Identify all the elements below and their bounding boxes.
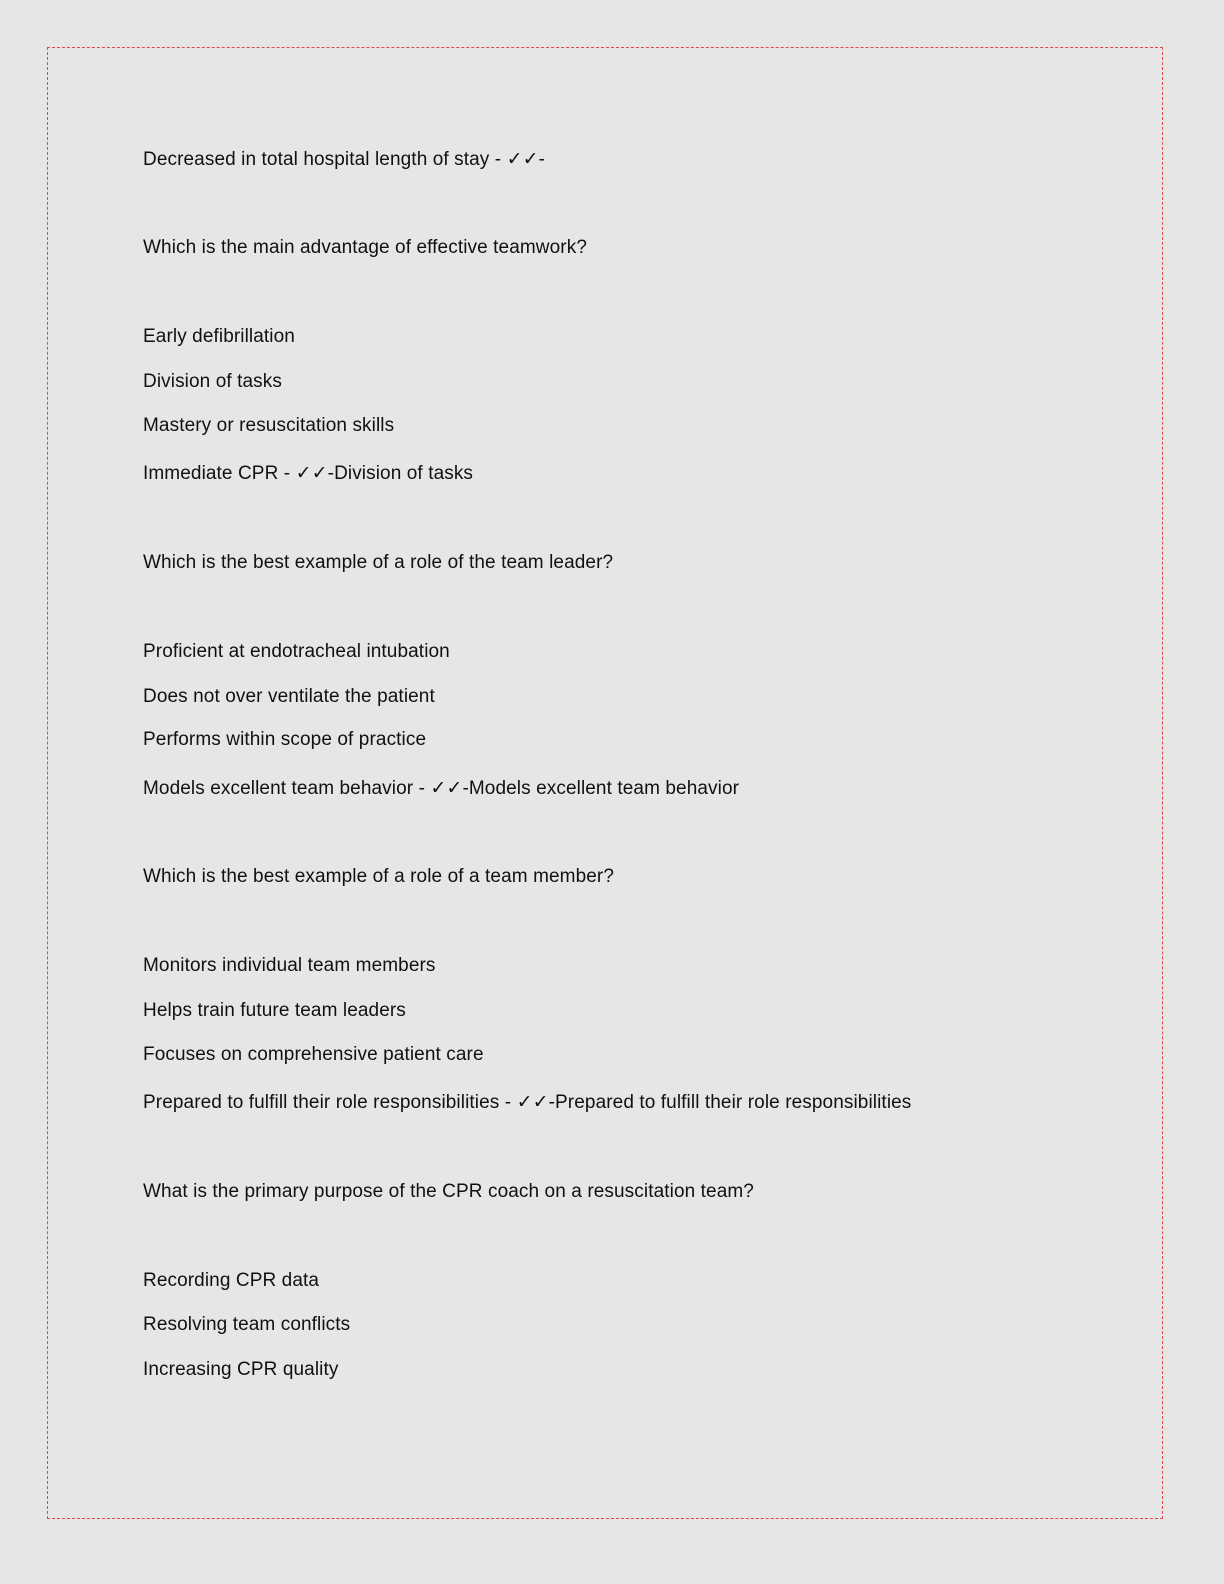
option-text: Recording CPR data (143, 1270, 320, 1291)
checkmark-icon: ✓✓ (516, 1091, 549, 1113)
option-text: Helps train future team leaders (143, 1000, 406, 1021)
option-text: Monitors individual team members (143, 955, 436, 976)
question-text: Which is the main advantage of effective teamwork? (143, 237, 587, 258)
option-text: Proficient at endotracheal intubation (143, 641, 450, 662)
question-text: Which is the best example of a role of a team member? (143, 866, 615, 887)
answer-line: Prepared to fulfill their role responsibilities - ✓✓-Prepared to fulfill their role responsibilities (143, 1091, 912, 1113)
option-text: Performs within scope of practice (143, 729, 427, 750)
option-text: Resolving team conflicts (143, 1314, 351, 1335)
option-text: Mastery or resuscitation skills (143, 415, 395, 436)
checkmark-icon: ✓✓ (295, 462, 328, 484)
option-text: Early defibrillation (143, 326, 295, 347)
option-text: Focuses on comprehensive patient care (143, 1044, 484, 1065)
question-text: What is the primary purpose of the CPR coach on a resuscitation team? (143, 1181, 754, 1202)
option-text: Division of tasks (143, 371, 282, 392)
answer-line: Immediate CPR - ✓✓-Division of tasks (143, 462, 474, 484)
checkmark-icon: ✓✓ (506, 148, 539, 170)
option-text: Increasing CPR quality (143, 1359, 339, 1380)
question-text: Which is the best example of a role of the team leader? (143, 552, 614, 573)
answer-line: Models excellent team behavior - ✓✓-Models excellent team behavior (143, 777, 740, 799)
option-text: Does not over ventilate the patient (143, 686, 435, 707)
checkmark-icon: ✓✓ (430, 777, 463, 799)
answer-line: Decreased in total hospital length of stay - ✓✓- (143, 148, 546, 170)
